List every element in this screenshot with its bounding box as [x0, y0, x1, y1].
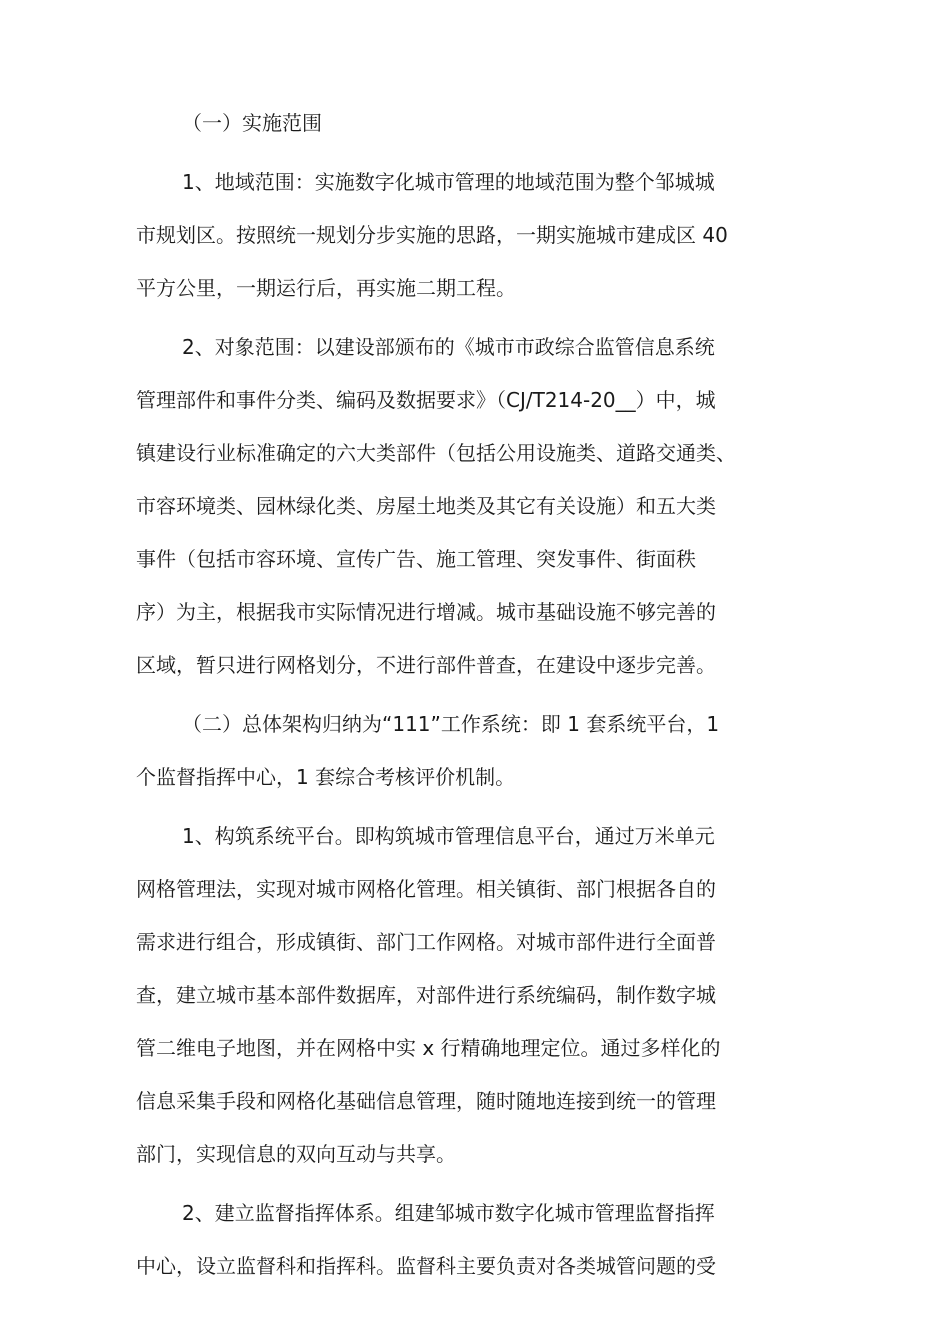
paragraph-line: 个监督指挥中心，1 套综合考核评价机制。: [136, 765, 516, 789]
paragraph-line: 市规划区。按照统一规划分步实施的思路，一期实施城市建成区 40: [136, 223, 728, 247]
paragraph-line: 镇建设行业标准确定的六大类部件（包括公用设施类、道路交通类、: [136, 441, 736, 465]
section-heading-scope: （一）实施范围: [182, 111, 322, 135]
paragraph-line: 2、建立监督指挥体系。组建邹城市数字化城市管理监督指挥: [182, 1201, 715, 1225]
paragraph-line: 1、地域范围：实施数字化城市管理的地域范围为整个邹城城: [182, 170, 715, 194]
paragraph-line: 2、对象范围：以建设部颁布的《城市市政综合监管信息系统: [182, 335, 715, 359]
paragraph-line: 序）为主，根据我市实际情况进行增减。城市基础设施不够完善的: [136, 600, 716, 624]
paragraph-line: 平方公里，一期运行后，再实施二期工程。: [136, 276, 516, 300]
paragraph-line: 中心，设立监督科和指挥科。监督科主要负责对各类城管问题的受: [136, 1254, 716, 1278]
document-body: [136, 110, 836, 1279]
paragraph-line: 网格管理法，实现对城市网格化管理。相关镇街、部门根据各自的: [136, 877, 716, 901]
paragraph-line: 管理部件和事件分类、编码及数据要求》（CJ/T214-20__）中，城: [136, 388, 716, 412]
paragraph-line: 事件（包括市容环境、宣传广告、施工管理、突发事件、街面秩: [136, 547, 696, 571]
paragraph-line: 管二维电子地图，并在网格中实 x 行精确地理定位。通过多样化的: [136, 1036, 721, 1060]
paragraph-line: 区域，暂只进行网格划分，不进行部件普查，在建设中逐步完善。: [136, 653, 716, 677]
paragraph-line: 市容环境类、园林绿化类、房屋土地类及其它有关设施）和五大类: [136, 494, 716, 518]
paragraph-line: 信息采集手段和网格化基础信息管理，随时随地连接到统一的管理: [136, 1089, 716, 1113]
section-heading-architecture: （二）总体架构归纳为“111”工作系统：即 1 套系统平台，1: [182, 712, 720, 736]
paragraph-line: 查，建立城市基本部件数据库，对部件进行系统编码，制作数字城: [136, 983, 716, 1007]
paragraph-line: 需求进行组合，形成镇街、部门工作网格。对城市部件进行全面普: [136, 930, 716, 954]
paragraph-line: 部门，实现信息的双向互动与共享。: [136, 1142, 456, 1166]
paragraph-line: 1、构筑系统平台。即构筑城市管理信息平台，通过万米单元: [182, 824, 715, 848]
